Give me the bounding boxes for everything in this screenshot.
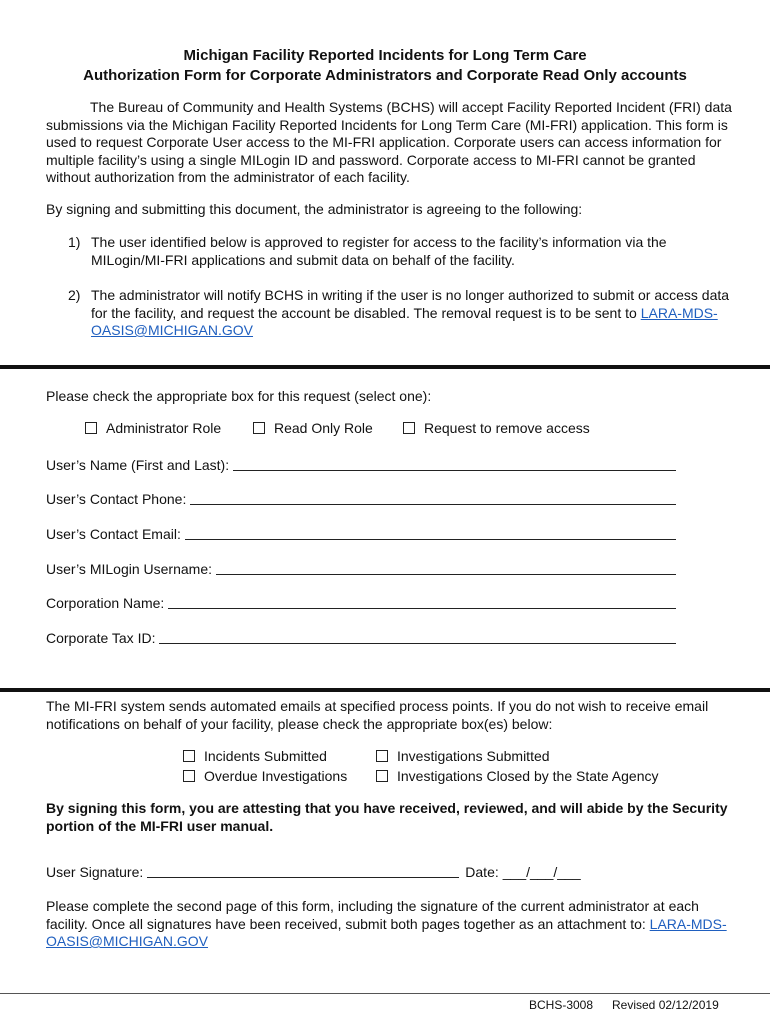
incidents-submitted-checkbox[interactable] [183, 750, 195, 762]
attestation-text: By signing this form, you are attesting that you have received, reviewed, and will abide by the Security portion of the MI-FRI user manual. [46, 800, 728, 834]
field-label: User’s Contact Phone: [46, 491, 187, 507]
date-label: Date: [465, 864, 499, 880]
administrator-role-checkbox[interactable] [85, 422, 97, 434]
remove-access-option[interactable] [403, 420, 590, 437]
read-only-role-option[interactable] [253, 420, 373, 437]
list-number: 2) [68, 287, 81, 303]
agreement-intro: By signing and submitting this document, the administrator is agreeing to the following: [46, 201, 583, 217]
footer-divider [0, 993, 770, 994]
removal-email-link[interactable]: LARA-MDS-OASIS@MICHIGAN.GOV [91, 304, 718, 338]
corporation-name-field[interactable] [46, 594, 676, 612]
contact-email-field[interactable] [46, 525, 676, 543]
read-only-role-checkbox[interactable] [253, 422, 265, 434]
investigations-closed-option[interactable] [376, 768, 659, 785]
option-label: Read Only Role [274, 420, 373, 436]
investigations-submitted-checkbox[interactable] [376, 750, 388, 762]
signature-row [46, 863, 606, 881]
corporation-name-input[interactable] [168, 594, 676, 609]
email-notification-text: The MI-FRI system sends automated emails at specified process points. If you do not wish to receive email notifications on behalf of your facility, please check the appropriate box(es) below: [46, 698, 709, 732]
field-label: Corporation Name: [46, 595, 165, 611]
milogin-username-field[interactable] [46, 560, 676, 578]
contact-email-input[interactable] [185, 525, 676, 540]
date-input[interactable]: ___/___/___ [502, 864, 581, 880]
list-text-body: The administrator will notify BCHS in writing if the user is no longer authorized to submit or access data for the facility, and request the account be disabled. The removal request is to be sent to [91, 287, 730, 321]
option-label: Administrator Role [106, 420, 222, 436]
submission-email-link[interactable]: LARA-MDS-OASIS@MICHIGAN.GOV [46, 915, 727, 949]
revision-date: Revised 02/12/2019 [612, 998, 719, 1012]
overdue-investigations-checkbox[interactable] [183, 770, 195, 782]
form-title: Michigan Facility Reported Incidents for Long Term Care [183, 47, 587, 64]
incidents-submitted-option[interactable] [183, 748, 327, 765]
instructions-text: Please complete the second page of this form, including the signature of the current administrator at each facility. Once all signatures have been received, submit both pages together as an attachment to: [46, 898, 699, 932]
form-id: BCHS-3008 [529, 998, 594, 1012]
contact-phone-input[interactable] [190, 490, 676, 505]
corporate-tax-id-field[interactable] [46, 629, 676, 647]
option-label: Overdue Investigations [204, 768, 348, 784]
investigations-submitted-option[interactable] [376, 748, 550, 765]
option-label: Investigations Closed by the State Agency [397, 768, 659, 784]
list-text: The user identified below is approved to register for access to the facility’s information via the MILogin/MI-FRI applications and submit data on behalf of the facility. [91, 234, 667, 268]
overdue-investigations-option[interactable] [183, 768, 347, 785]
contact-phone-field[interactable] [46, 490, 676, 508]
list-text [91, 287, 731, 340]
field-label: User’s Name (First and Last): [46, 457, 230, 473]
form-subtitle: Authorization Form for Corporate Administrators and Corporate Read Only accounts [83, 67, 687, 84]
remove-access-checkbox[interactable] [403, 422, 415, 434]
signature-input[interactable] [147, 863, 459, 878]
investigations-closed-checkbox[interactable] [376, 770, 388, 782]
milogin-username-input[interactable] [216, 560, 676, 575]
option-label: Request to remove access [424, 420, 590, 436]
administrator-role-option[interactable] [85, 420, 221, 437]
section-divider [0, 365, 770, 369]
user-name-input[interactable] [233, 456, 676, 471]
submission-instructions [46, 898, 736, 951]
corporate-tax-id-input[interactable] [159, 629, 676, 644]
field-label: User’s MILogin Username: [46, 561, 212, 577]
field-label: User’s Contact Email: [46, 526, 181, 542]
signature-label: User Signature: [46, 864, 144, 880]
request-prompt: Please check the appropriate box for this request (select one): [46, 388, 432, 404]
intro-paragraph: The Bureau of Community and Health Systems (BCHS) will accept Facility Reported Incident (FRI) data submissions via the Michigan Facility Reported Incidents for Long Term Care (MI-FRI) application. This form is used to request Corporate User access to the MI-FRI application. Corporate users can access information for multiple facility’s using a single MILogin ID and password. Corporate access to MI-FRI cannot be granted without authorization from the administrator of each facility. [46, 99, 732, 185]
option-label: Incidents Submitted [204, 748, 327, 764]
user-name-field[interactable] [46, 456, 676, 474]
option-label: Investigations Submitted [397, 748, 550, 764]
field-label: Corporate Tax ID: [46, 630, 156, 646]
section-divider [0, 688, 770, 692]
list-number: 1) [68, 234, 81, 250]
